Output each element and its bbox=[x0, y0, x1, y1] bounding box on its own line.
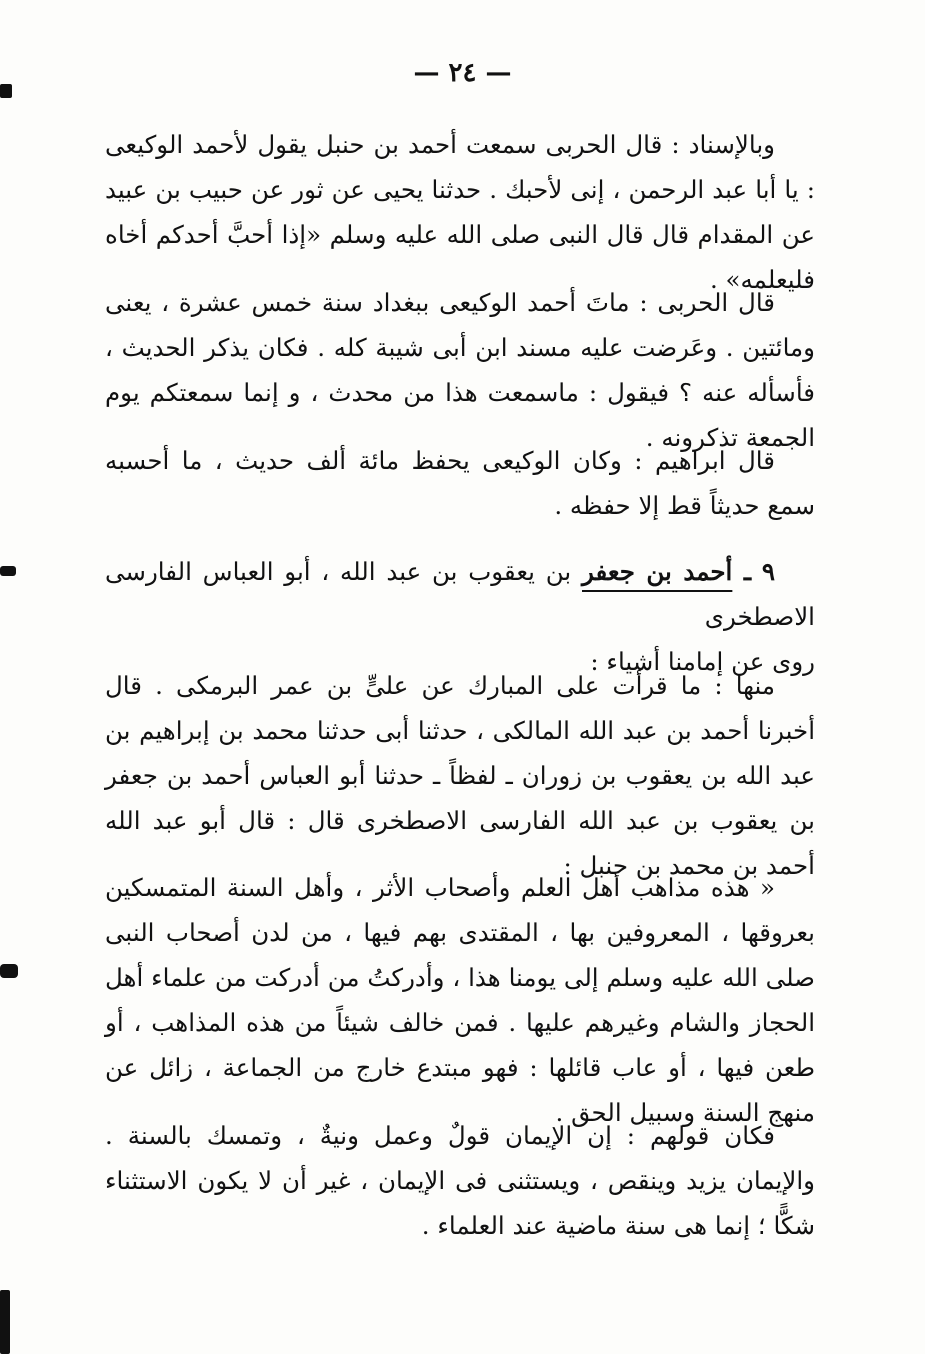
margin-scan-mark bbox=[0, 964, 18, 978]
entry-number: ٩ bbox=[761, 557, 776, 586]
margin-scan-mark bbox=[0, 1290, 10, 1354]
entry-name: أحمد بن جعفر bbox=[582, 557, 733, 586]
paragraph-text: « هذه مذاهب أهل العلم وأصحاب الأثر ، وأهل السنة المتمسكين بعروقها ، المعروفين بها ، المقتدى بهم فيها ، من لدن أصحاب النبى صلى الله عليه وسلم إلى يومنا هذا ، وأدركتُ من أدركت من علماء أهل الحجاز والشام وغيرهم عليها . فمن خالف شيئاً من هذه المذاهب ، أو طعن فيها ، أو عاب قائلها : فهو مبتدع خارج من الجماعة ، زائل عن منهج السنة وسبيل الحق . bbox=[105, 873, 815, 1127]
paragraph-quote bbox=[105, 865, 815, 1135]
entry-heading-line: ٩ ـ أحمد بن جعفر بن يعقوب بن عبد الله ، أبو العباس الفارسى الاصطخرى bbox=[105, 557, 815, 631]
paragraph-text: فكان قولهم : إن الإيمان قولٌ وعمل ونيةٌ ، وتمسك بالسنة . والإيمان يزيد وينقص ، ويستثنى فى الإيمان ، غير أن لا يكون الاستثناء شكًّا ؛ إنما هى سنة ماضية عند العلماء . bbox=[105, 1121, 815, 1240]
paragraph-text: وبالإسناد : قال الحربى سمعت أحمد بن حنبل يقول لأحمد الوكيعى : يا أبا عبد الرحمن ، إنى لأحبك . حدثنا يحيى عن ثور عن حبيب بن عبيد عن المقدام قال قال النبى صلى الله عليه وسلم «إذا أحبَّ أحدكم أخاه فليعلمه» . bbox=[105, 130, 815, 294]
entry-subline: روى عن إمامنا أشياء : bbox=[590, 647, 815, 676]
page-number: — ٢٤ — bbox=[413, 58, 512, 88]
margin-scan-mark bbox=[0, 566, 16, 576]
paragraph-isnad-harbi bbox=[105, 122, 815, 302]
entry-lineage: بن يعقوب بن عبد الله ، أبو العباس الفارسى الاصطخرى bbox=[105, 557, 815, 631]
paragraph-text: منها : ما قرأت على المبارك عن علىٍّ بن عمر البرمكى . قال أخبرنا أحمد بن عبد الله المالكى ، حدثنا أبى حدثنا محمد بن إبراهيم بن عبد الله بن يعقوب بن زوران ـ لفظاً ـ حدثنا أبو العباس أحمد بن جعفر بن يعقوب بن عبد الله الفارسى الاصطخرى قال : قال أبو عبد الله أحمد بن محمد بن حنبل : bbox=[105, 671, 815, 880]
paragraph-iman bbox=[105, 1113, 815, 1248]
paragraph-text: قال ابراهيم : وكان الوكيعى يحفظ مائة ألف حديث ، ما أحسبه سمع حديثاً قط إلا حفظه . bbox=[105, 446, 815, 520]
paragraph-ibrahim bbox=[105, 438, 815, 528]
paragraph-text: قال الحربى : ماتَ أحمد الوكيعى ببغداد سنة خمس عشرة ، يعنى ومائتين . وعَرضت عليه مسند ابن أبى شيبة كله . فكان يذكر الحديث ، فأسأله عنه ؟ فيقول : ماسمعت هذا من محدث ، و إنما سمعتكم يوم الجمعة تذكرونه . bbox=[105, 288, 815, 452]
paragraph-isnad-chain bbox=[105, 663, 815, 888]
paragraph-wakii-death bbox=[105, 280, 815, 460]
